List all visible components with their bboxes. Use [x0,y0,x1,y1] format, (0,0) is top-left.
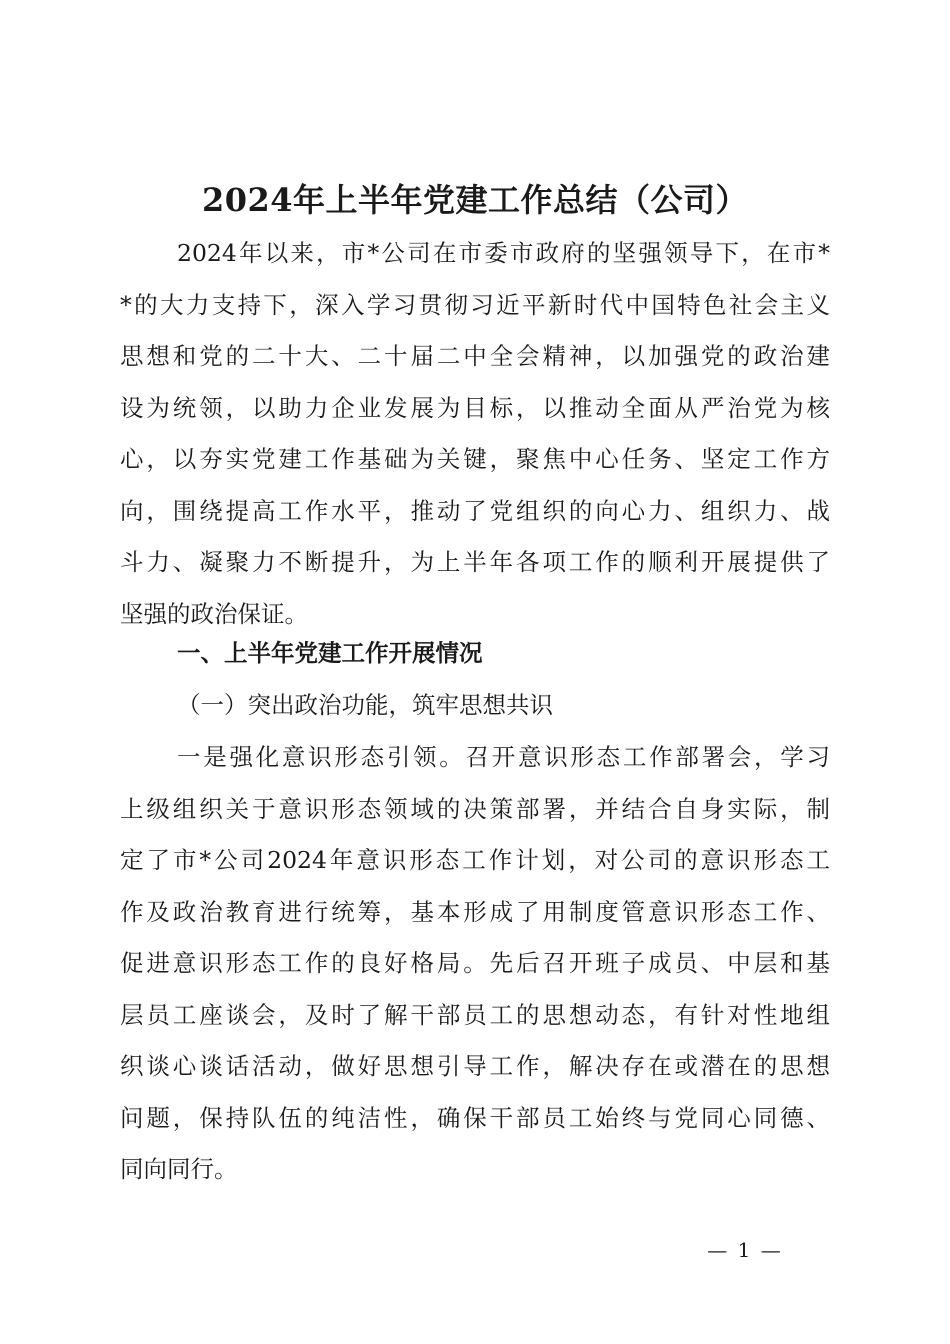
paragraph-line: 2024年以来，市*公司在市委市政府的坚强领导下，在市* [177,239,830,267]
page-number: — 1 — [707,1238,783,1262]
intro-paragraph [120,228,830,640]
paragraph-line: 层员工座谈会，及时了解干部员工的思想动态，有针对性地组 [120,1000,830,1029]
paragraph-line: *的大力支持下，深入学习贯彻习近平新时代中国特色社会主义 [120,290,830,319]
paragraph-line: 斗力、凝聚力不断提升，为上半年各项工作的顺利开展提供了 [120,548,830,576]
paragraph-line: 定了市*公司2024年意识形态工作计划，对公司的意识形态工 [120,846,830,874]
paragraph-line: 上级组织关于意识形态领域的决策部署，并结合自身实际，制 [120,794,830,823]
paragraph-line: 心，以夯实党建工作基础为关键，聚焦中心任务、坚定工作方 [120,445,830,473]
paragraph-line: 促进意识形态工作的良好格局。先后召开班子成员、中层和基 [120,949,830,977]
body-paragraph [120,732,830,1196]
subsection-heading [120,680,830,732]
paragraph-line: 思想和党的二十大、二十届二中全会精神，以加强党的政治建 [120,342,830,370]
paragraph-line: 设为统领，以助力企业发展为目标，以推动全面从严治党为核 [120,393,830,422]
section-heading-text: 一、上半年党建工作开展情况 [177,639,483,667]
paragraph-line: 作及政治教育进行统筹，基本形成了用制度管意识形态工作、 [120,897,830,926]
document-title: 2024年上半年党建工作总结（公司） [201,181,749,219]
subsection-heading-text: （一）突出政治功能，筑牢思想共识 [177,691,553,719]
paragraph-line: 织谈心谈话活动，做好思想引导工作，解决存在或潜在的思想 [120,1052,830,1080]
section-heading [120,628,830,680]
paragraph-line: 同向同行。 [120,1155,238,1183]
paragraph-line: 一是强化意识形态引领。召开意识形态工作部署会，学习 [177,743,830,771]
paragraph-line: 问题，保持队伍的纯洁性，确保干部员工始终与党同心同德、 [120,1103,830,1132]
paragraph-line: 坚强的政治保证。 [120,599,308,628]
paragraph-line: 向，围绕提高工作水平，推动了党组织的向心力、组织力、战 [120,496,830,525]
